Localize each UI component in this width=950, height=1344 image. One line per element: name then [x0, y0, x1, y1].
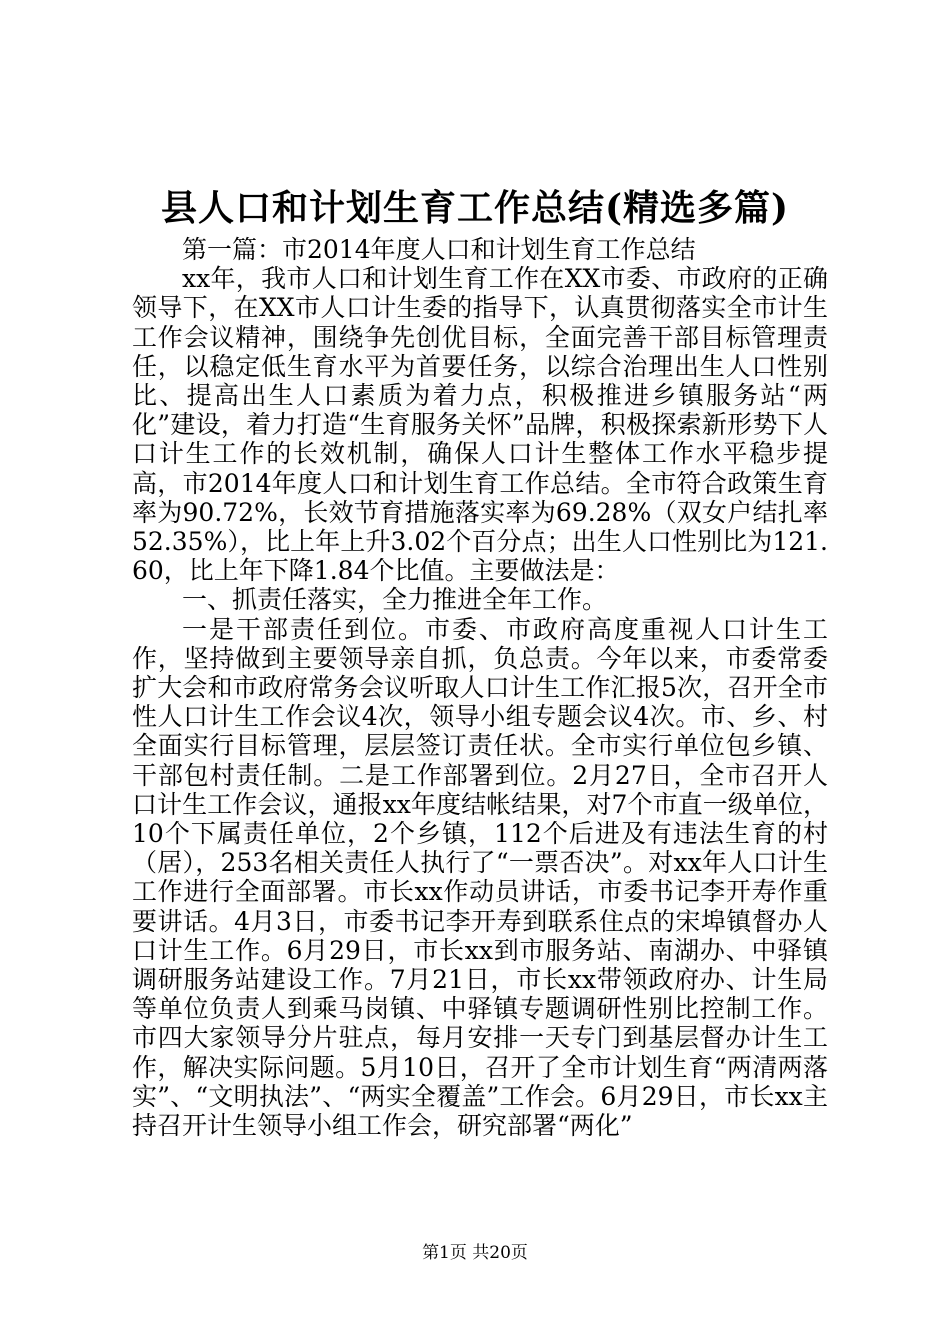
body-paragraph-cadre-responsibility: 一是干部责任到位。市委、市政府高度重视人口计生工作，坚持做到主要领导亲自抓，负总责。今年以来，市委常委扩大会和市政府常务会议听取人口计生工作汇报5次，召开全市性人口计生工作会议4次，领导小组专题会议4次。市、乡、村全面实行目标管理，层层签订责任状。全市实行单位包乡镇、干部包村责任制。二是工作部署到位。2月27日，全市召开人口计生工作会议，通报xx年度结帐结果，对7个市直一级单位，10个下属责任单位，2个乡镇，112个后进及有违法生育的村（居），253名相关责任人执行了“一票否决”。对xx年人口计生工作进行全面部署。市长xx作动员讲话，市委书记李开寿作重要讲话。4月3日，市委书记李开寿到联系住点的宋埠镇督办人口计生工作。6月29日，市长xx到市服务站、南湖办、中驿镇调研服务站建设工作。7月21日，市长xx带领政府办、计生局等单位负责人到乘马岗镇、中驿镇专题调研性别比控制工作。市四大家领导分片驻点，每月安排一天专门到基层督办计生工作，解决实际问题。5月10日，召开了全市计划生育“两清两落实”、“文明执法”、“两实全覆盖”工作会。6月29日，市长xx主持召开计生领导小组工作会，研究部署“两化” [132, 614, 828, 1141]
section-heading-responsibility: 一、抓责任落实，全力推进全年工作。 [182, 585, 608, 615]
section-heading-first-article: 第一篇：市2014年度人口和计划生育工作总结 [182, 235, 696, 264]
document-body [132, 235, 828, 1140]
body-paragraph-summary: xx年，我市人口和计划生育工作在XX市委、市政府的正确领导下，在XX市人口计生委的指导下，认真贯彻落实全市计生工作会议精神，围绕争先创优目标，全面完善干部目标管理责任，以稳定低生育水平为首要任务，以综合治理出生人口性别比、提高出生人口素质为着力点，积极推进乡镇服务站“两化”建设，着力打造“生育服务关怀”品牌，积极探索新形势下人口计生工作的长效机制，确保人口计生整体工作水平稳步提高，市2014年度人口和计划生育工作总结。全市符合政策生育率为90.72%，长效节育措施落实率为69.28%（双女户结扎率52.35%），比上年上升3.02个百分点；出生人口性别比为121.60，比上年下降1.84个比值。主要做法是： [132, 264, 828, 586]
page-number-footer: 第1页 共20页 [422, 1243, 528, 1263]
document-title: 县人口和计划生育工作总结(精选多篇) [160, 187, 790, 229]
